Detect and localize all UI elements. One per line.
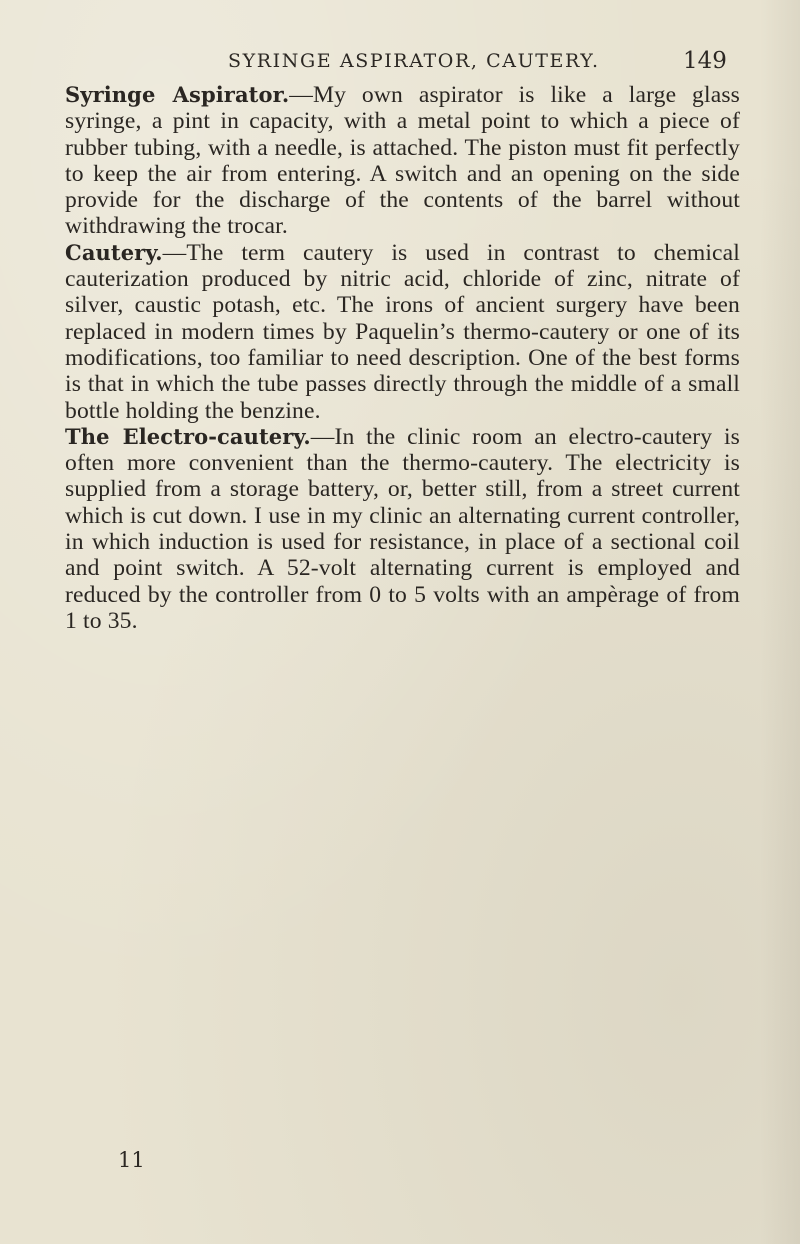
run-in-heading: Syringe Aspirator.	[65, 82, 290, 107]
signature-mark: 11	[118, 1148, 145, 1172]
page-number: 149	[683, 48, 727, 74]
paragraph-electro-cautery	[65, 424, 740, 634]
paragraph-text: —The term cautery is used in contrast to chemical cauterization produced by nitric acid, chloride of zinc, nitrate of silver, caustic potash, etc. The irons of ancient surgery have been replaced in modern times by Paquelin’s thermo-cautery or one of its modifications, too familiar to need description. One of the best forms is that in which the tube passes directly through the middle of a small bottle holding the benzine.	[65, 239, 740, 424]
paragraph-syringe-aspirator	[65, 82, 740, 240]
run-in-heading: Cautery.	[65, 239, 163, 265]
running-head-title: SYRINGE ASPIRATOR, CAUTERY.	[228, 50, 600, 72]
running-head	[0, 50, 800, 80]
paragraph-text: —In the clinic room an electro-cautery is often more convenient than the thermo-cautery. The electricity is supplied from a storage battery, or, better still, from a street current which is cut down. I use in my clinic an alternating current controller, in which induction is used for resistance, in place of a sectional coil and point switch. A 52-volt alternating current is employed and reduced by the controller from 0 to 5 volts with an ampèrage of from 1 to 35.	[65, 423, 740, 634]
run-in-heading: The Electro-cautery.	[65, 423, 311, 449]
paragraph-text: —My own aspirator is like a large glass syringe, a pint in capacity, with a metal point to which a piece of rubber tubing, with a needle, is attached. The piston must fit perfectly to keep the air from entering. A switch and an opening on the side provide for the discharge of the contents of the barrel without withdrawing the trocar.	[65, 82, 740, 240]
body-text	[65, 82, 740, 634]
page-edge-shadow	[760, 0, 800, 1244]
paragraph-cautery	[65, 240, 740, 424]
